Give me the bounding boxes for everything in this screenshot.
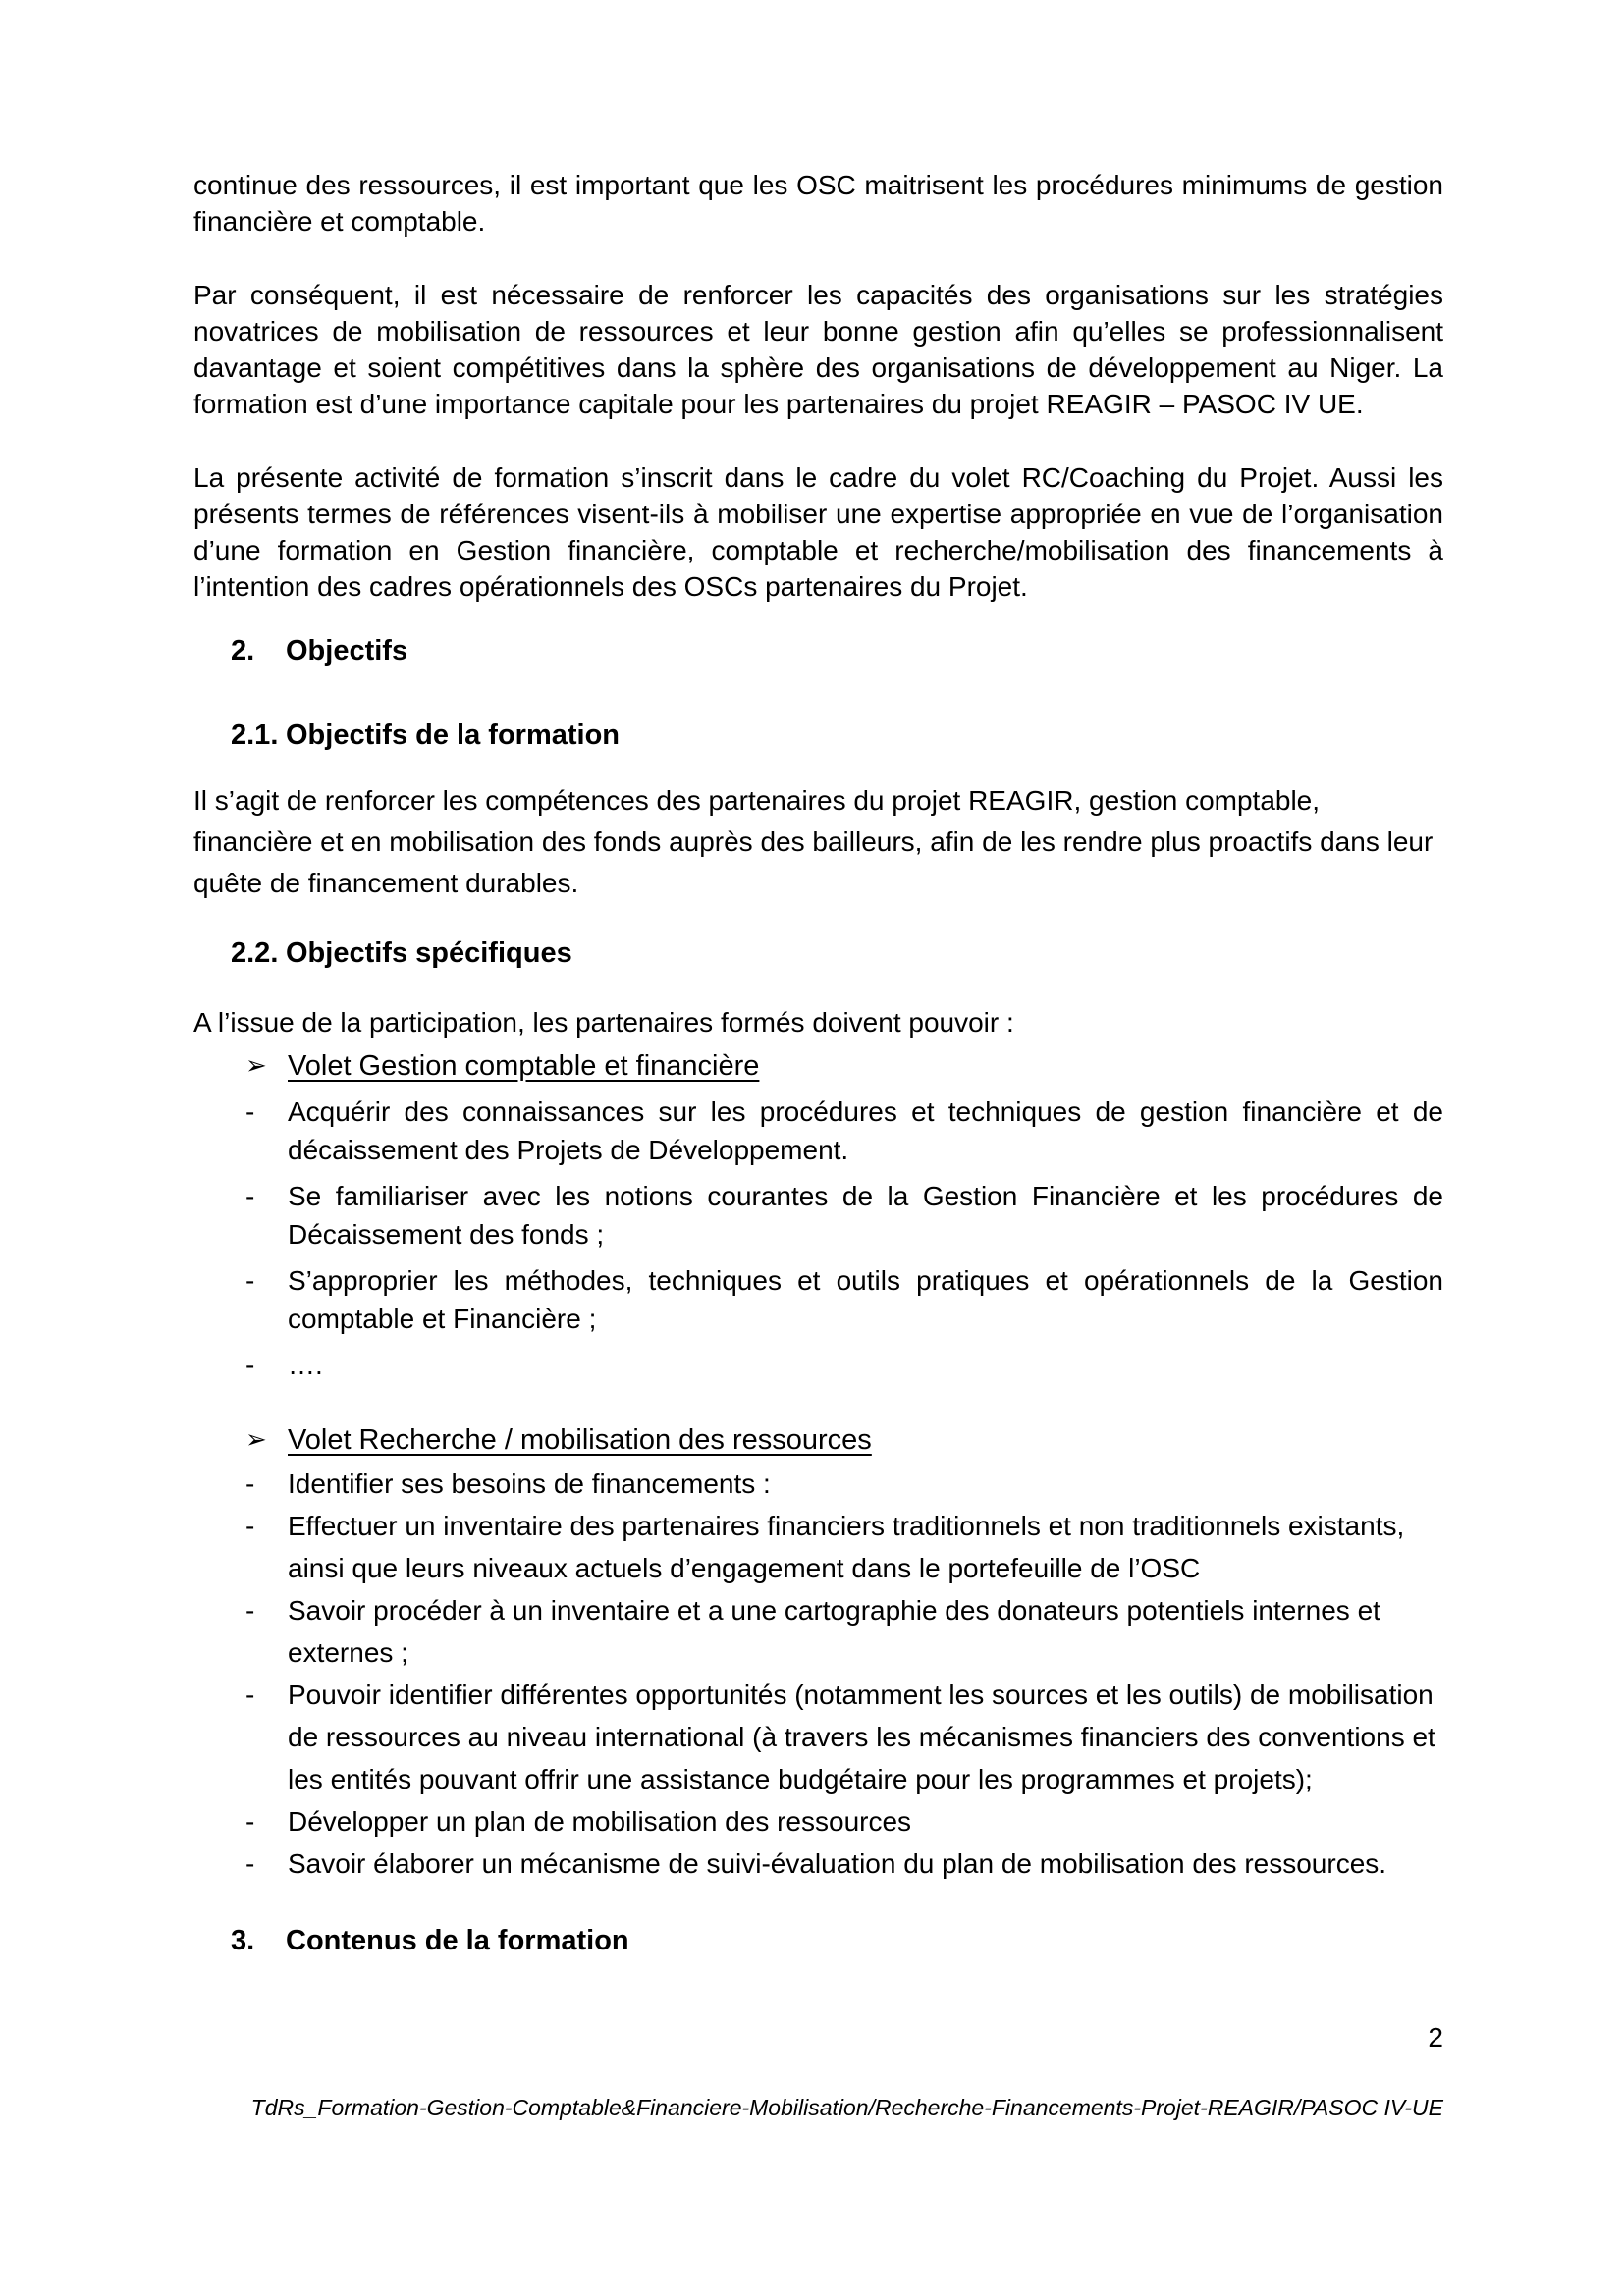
heading-number: 2.1. [231,720,279,751]
volet2-title [193,1418,1443,1463]
list-item-savoir-elaborer [193,1842,1443,1885]
dash-bullet: - [245,1265,255,1296]
list-item-text: Savoir élaborer un mécanisme de suivi-évaluation du plan de mobilisation des ressources. [288,1848,1387,1879]
list-item-pouvoir-identifier [193,1674,1443,1800]
dash-bullet: - [245,1181,255,1211]
paragraph-continue-ressources: continue des ressources, il est important que les OSC maitrisent les procédures minimums de gestion financière et comptable. [193,170,1443,237]
list-item-sapproprier [193,1261,1443,1338]
list-item-se-familiariser [193,1177,1443,1254]
volet2-title-text: Volet Recherche / mobilisation des ressources [288,1424,872,1456]
heading-number: 3. [231,1925,255,1956]
heading-objectifs [193,632,1443,669]
dash-bullet: - [245,1096,255,1127]
list-item-text: Effectuer un inventaire des partenaires financiers traditionnels et non traditionnels existants, ainsi que leurs niveaux actuels d’engagement dans le portefeuille de l’OSC [288,1511,1405,1583]
list-item-ellipsis [193,1346,1443,1384]
volet1-title [193,1044,1443,1089]
heading-label: Objectifs [286,635,408,667]
heading-label: Objectifs de la formation [286,720,620,751]
list-item-identifier [193,1463,1443,1505]
heading-label: Objectifs spécifiques [286,937,572,969]
list-item-text: S’approprier les méthodes, techniques et outils pratiques et opérationnels de la Gestion comptable et Financière ; [288,1265,1443,1334]
dash-bullet: - [245,1680,255,1710]
heading-number: 2. [231,635,255,667]
paragraph-issue-participation: A l’issue de la participation, les partenaires formés doivent pouvoir : [193,1007,1014,1038]
list-item-text: Identifier ses besoins de financements : [288,1468,771,1499]
page-content [193,167,1443,2122]
paragraph-objectifs-formation: Il s’agit de renforcer les compétences des partenaires du projet REAGIR, gestion comptable, financière et en mobilisation des fonds auprès des bailleurs, afin de les rendre plus proactifs dans leur quête de financement durables. [193,785,1434,898]
paragraph-presente-activite: La présente activité de formation s’inscrit dans le cadre du volet RC/Coaching du Projet. Aussi les présents termes de références visent-ils à mobiliser une expertise appropriée en vue de l’organisation d’une formation en Gestion financière, comptable et recherche/mobilisation des financements à l’intention des cadres opérationnels des OSCs partenaires du Projet. [193,462,1443,602]
dash-bullet: - [245,1511,255,1541]
heading-contenus [193,1922,1443,1959]
dash-bullet: - [245,1350,255,1380]
dash-bullet: - [245,1595,255,1626]
volet1-title-text: Volet Gestion comptable et financière [288,1050,760,1082]
heading-label: Contenus de la formation [286,1925,629,1956]
list-item-text: Savoir procéder à un inventaire et a une cartographie des donateurs potentiels internes et externes ; [288,1595,1380,1668]
page-number: 2 [1428,2022,1443,2053]
heading-objectifs-specifiques [193,934,1443,972]
heading-number: 2.2. [231,937,279,969]
footer-filename: TdRs_Formation-Gestion-Comptable&Financiere-Mobilisation/Recherche-Financements-Projet-REAGIR/PASOC IV-UE [250,2095,1443,2120]
dash-bullet: - [245,1468,255,1499]
paragraph-par-consequent: Par conséquent, il est nécessaire de renforcer les capacités des organisations sur les stratégies novatrices de mobilisation de ressources et leur bonne gestion afin qu’elles se professionnalisent davantage et soient compétitives dans la sphère des organisations de développement au Niger. La formation est d’une importance capitale pour les partenaires du projet REAGIR – PASOC IV UE. [193,280,1443,419]
dash-bullet: - [245,1806,255,1837]
list-item-acquerir [193,1093,1443,1169]
list-item-savoir-proceder [193,1589,1443,1674]
list-item-text: …. [288,1350,323,1380]
list-item-text: Développer un plan de mobilisation des ressources [288,1806,912,1837]
dash-bullet: - [245,1848,255,1879]
heading-objectifs-formation [193,717,1443,754]
list-item-text: Pouvoir identifier différentes opportunités (notamment les sources et les outils) de mobilisation de ressources au niveau international (à travers les mécanismes financiers des conventions et les entités pouvant offrir une assistance budgétaire pour les programmes et projets); [288,1680,1435,1794]
list-item-text: Acquérir des connaissances sur les procédures et techniques de gestion financière et de décaissement des Projets de Développement. [288,1096,1443,1165]
list-item-text: Se familiariser avec les notions courantes de la Gestion Financière et les procédures de Décaissement des fonds ; [288,1181,1443,1250]
list-item-effectuer [193,1505,1443,1589]
arrow-bullet-icon: ➢ [245,1425,267,1455]
list-item-developper [193,1800,1443,1842]
arrow-bullet-icon: ➢ [245,1051,267,1081]
